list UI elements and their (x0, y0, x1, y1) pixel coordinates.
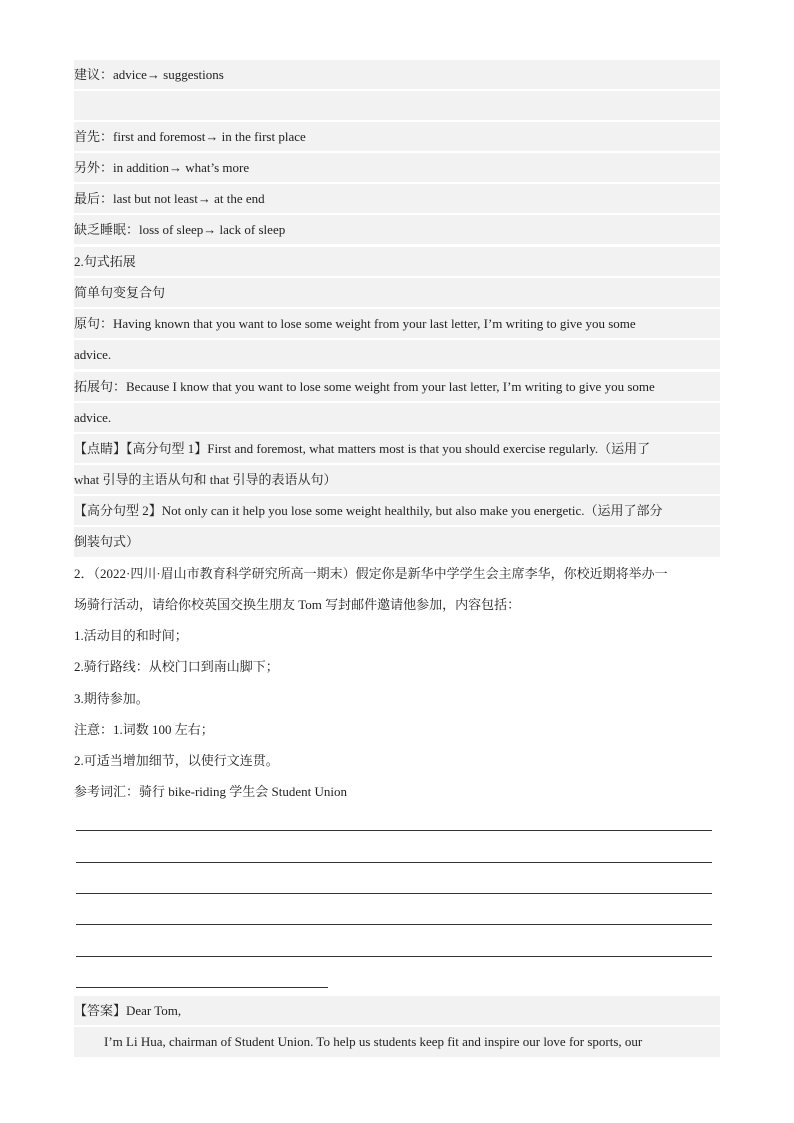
sentence-subheading: 简单句变复合句 (74, 278, 720, 308)
writing-line (76, 956, 712, 957)
expanded-sentence-line-2: advice. (74, 403, 720, 433)
answer-label: 【答案】Dear Tom, (74, 996, 720, 1026)
answer-body-line-1: I’m Li Hua, chairman of Student Union. To help us students keep fit and inspire our love for sports, our (74, 1027, 720, 1057)
question-note-1: 注意：1.词数 100 左右； (74, 722, 214, 737)
question-intro-line-1: 2．（2022·四川·眉山市教育科学研究所高一期末）假定你是新华中学学生会主席李华，你校近期将举办一 (74, 566, 668, 581)
vocab-addition: 另外：in addition→ what’s more (74, 153, 720, 183)
original-sentence-line-1: 原句：Having known that you want to lose some weight from your last letter, I’m writing to give you some (74, 309, 720, 339)
vocab-sleep: 缺乏睡眠：loss of sleep→ lack of sleep (74, 215, 720, 245)
vocab-last: 最后：last but not least→ at the end (74, 184, 720, 214)
highlight-pattern-2-line-1: 【高分句型 2】Not only can it help you lose some weight healthily, but also make you energetic.（运用了部分 (74, 496, 720, 526)
writing-line (76, 924, 712, 925)
writing-line (76, 862, 712, 863)
highlight-pattern-1-line-1: 【点睛】【高分句型 1】First and foremost, what matters most is that you should exercise regularly.（运用了 (74, 434, 720, 464)
original-sentence-line-2: advice. (74, 340, 720, 370)
question-intro-line-2: 场骑行活动，请给你校英国交换生朋友 Tom 写封邮件邀请他参加，内容包括： (74, 597, 521, 612)
question-point-3: 3.期待参加。 (74, 691, 149, 706)
expanded-sentence-line-1: 拓展句：Because I know that you want to lose some weight from your last letter, I’m writing to give you some (74, 372, 720, 402)
writing-line-short (76, 987, 328, 988)
highlight-pattern-2-line-2: 倒装句式） (74, 527, 720, 557)
question-reference-vocab: 参考词汇：骑行 bike-riding 学生会 Student Union (74, 784, 347, 799)
vocab-blank-line (74, 91, 720, 121)
question-point-1: 1.活动目的和时间； (74, 628, 188, 643)
vocab-advice: 建议：advice→ suggestions (74, 60, 720, 90)
highlight-pattern-1-line-2: what 引导的主语从句和 that 引导的表语从句） (74, 465, 720, 495)
vocab-first: 首先：first and foremost→ in the first place (74, 122, 720, 152)
writing-line (76, 830, 712, 831)
sentence-heading: 2.句式拓展 (74, 247, 720, 277)
question-point-2: 2.骑行路线：从校门口到南山脚下； (74, 659, 279, 674)
question-note-2: 2.可适当增加细节，以使行文连贯。 (74, 753, 279, 768)
writing-line (76, 893, 712, 894)
